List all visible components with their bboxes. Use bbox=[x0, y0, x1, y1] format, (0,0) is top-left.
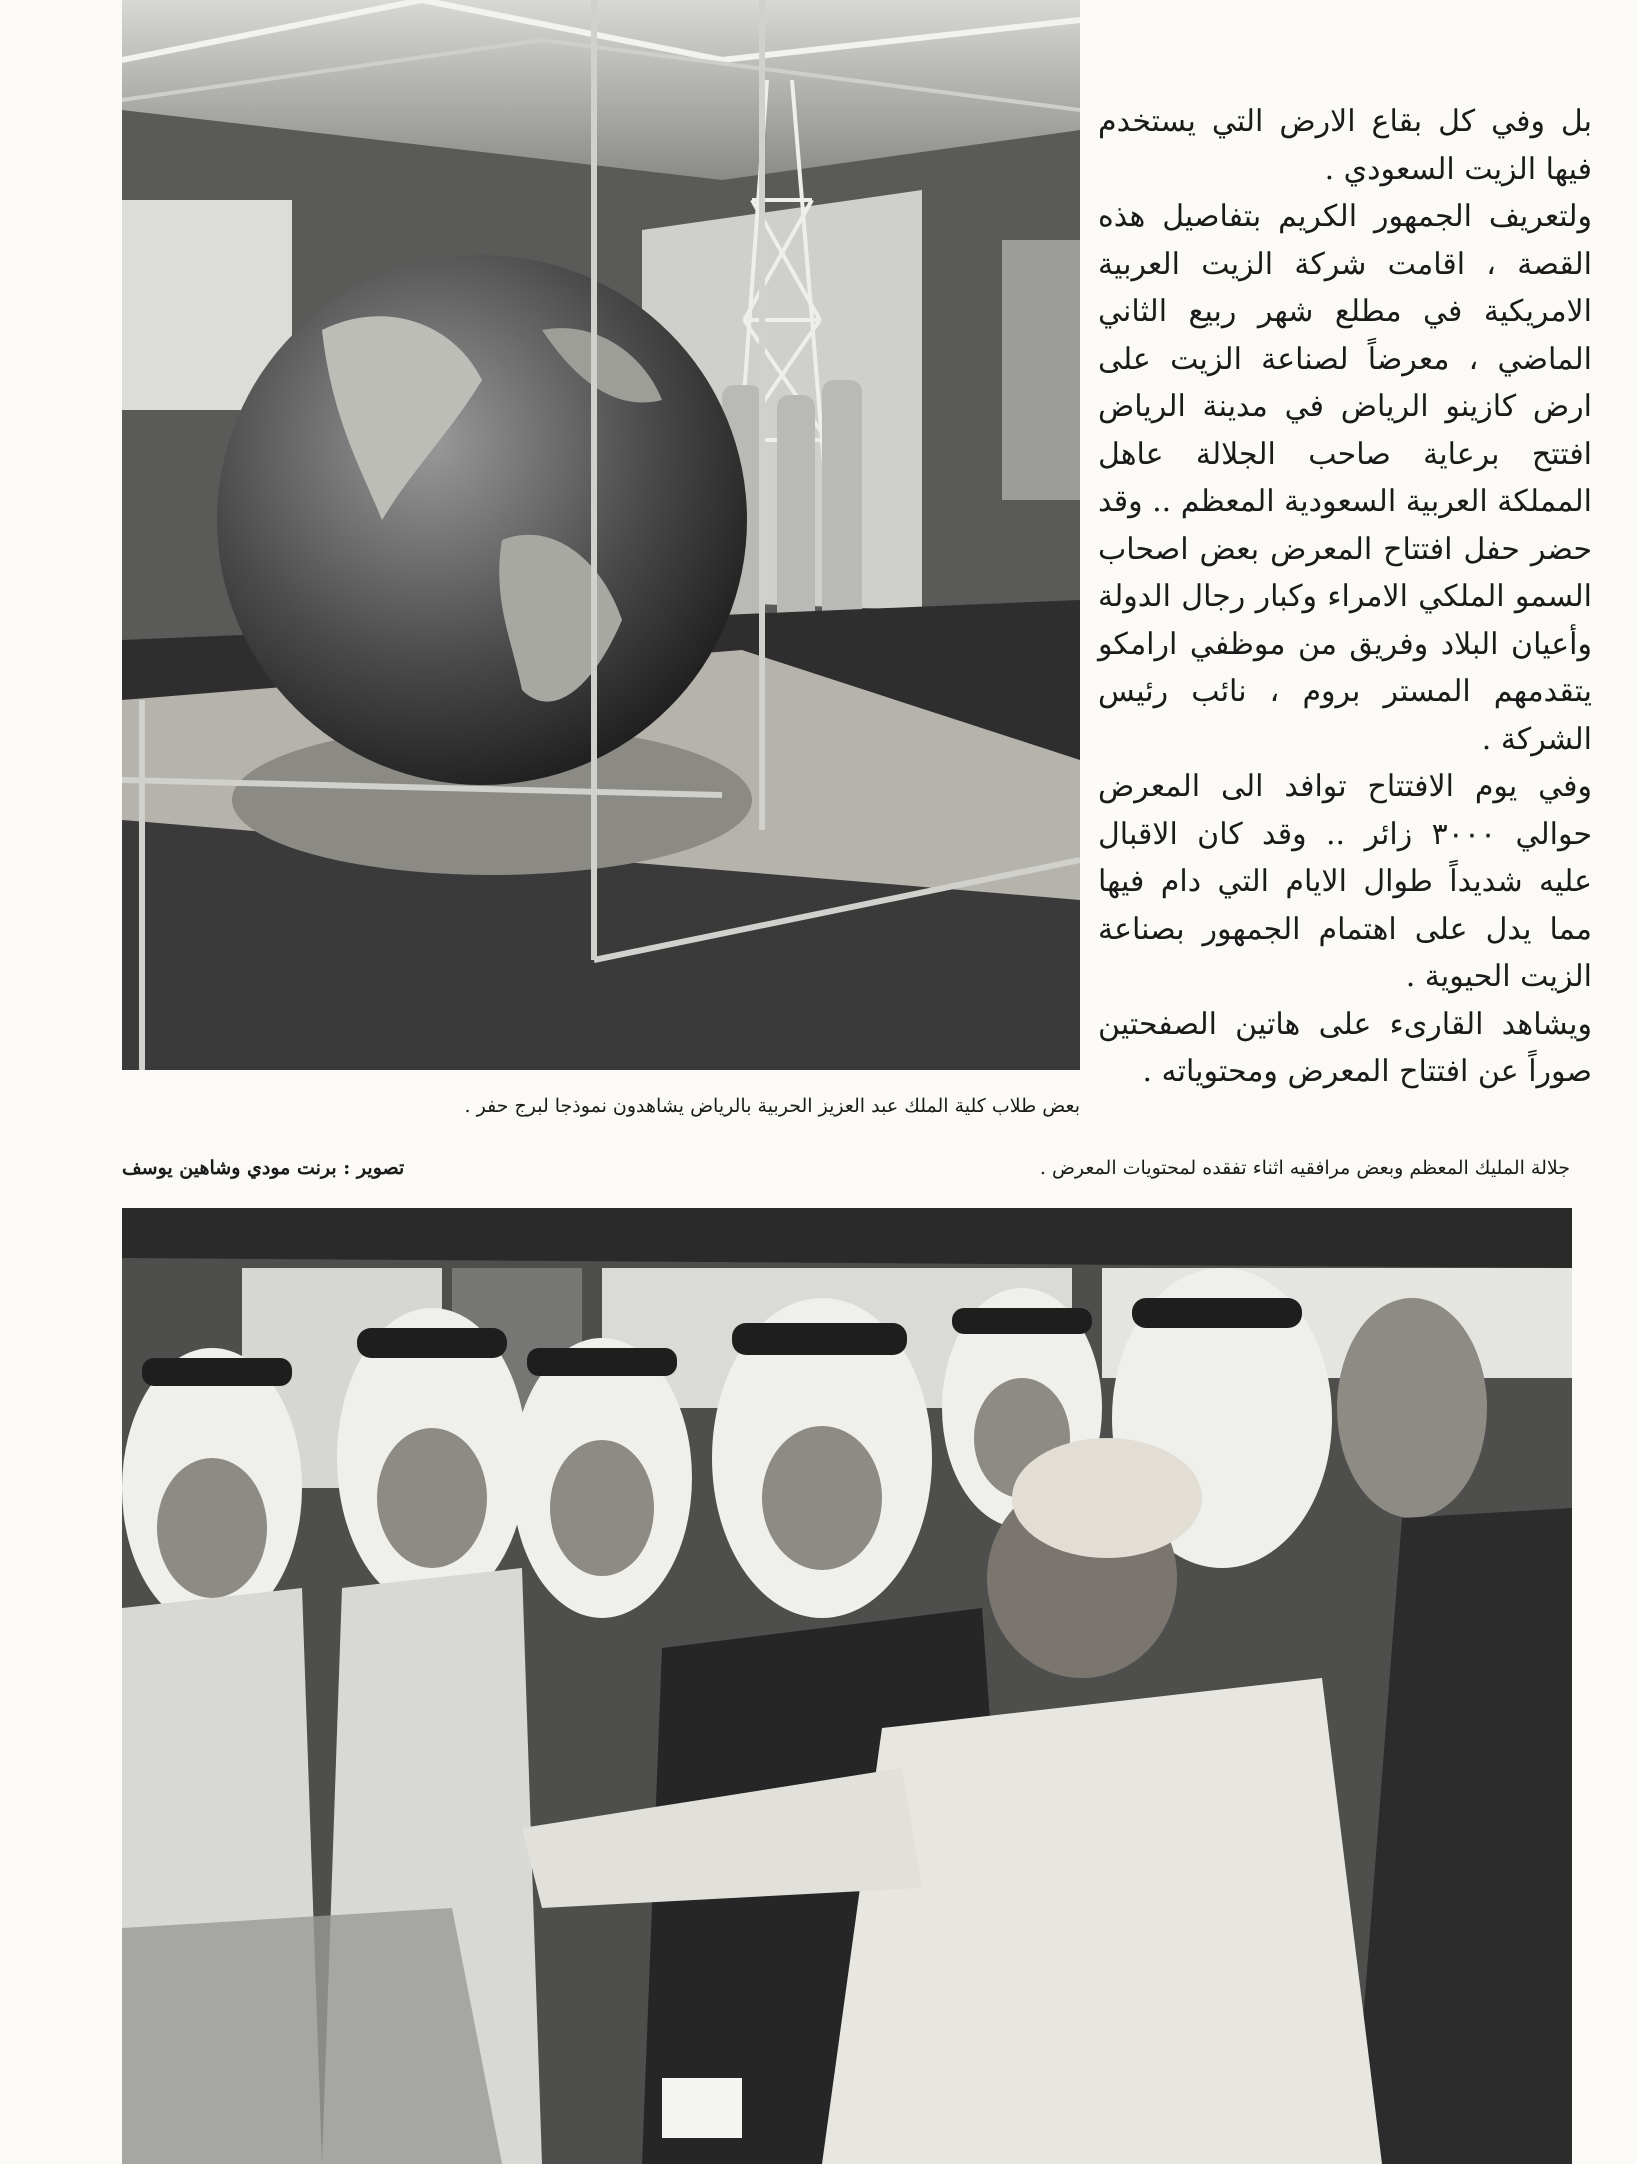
top-photo-caption: بعض طلاب كلية الملك عبد العزيز الحربية بالرياض يشاهدون نموذجا لبرج حفر . bbox=[464, 1095, 1080, 1117]
king-visit-photo bbox=[122, 1208, 1572, 2164]
article-paragraph: وفي يوم الافتتاح توافد الى المعرض حوالي ٣٠٠٠ زائر .. وقد كان الاقبال عليه شديداً طوال الايام التي دام فيها مما يدل على اهتمام الجمهور بصناعة الزيت الحيوية . bbox=[1098, 769, 1592, 994]
exhibition-globe-photo bbox=[122, 0, 1080, 1070]
article-paragraph: ويشاهد القارىء على هاتين الصفحتين صوراً عن افتتاح المعرض ومحتوياته . bbox=[1098, 1006, 1592, 1089]
article-paragraph: ولتعريف الجمهور الكريم بتفاصيل هذه القصة ، اقامت شركة الزيت العربية الامريكية في مطلع شهر ربيع الثاني الماضي ، معرضاً لصناعة الزيت على ارض كازينو الرياض في مدينة الرياض افتتح برعاية صاحب الجلالة عاهل المملكة العربية السعودية المعظم .. وقد حضر حفل افتتاح المعرض بعض اصحاب السمو الملكي الامراء وكبار رجال الدولة وأعيان البلاد وفريق من موظفي ارامكو يتقدمهم المستر بروم ، نائب رئيس الشركة . bbox=[1098, 199, 1592, 757]
bottom-photo-caption: جلالة المليك المعظم وبعض مرافقيه اثناء تفقده لمحتويات المعرض . bbox=[1039, 1157, 1570, 1179]
article-paragraph: بل وفي كل بقاع الارض التي يستخدم فيها الزيت السعودي . bbox=[1098, 104, 1592, 187]
article-body bbox=[1098, 98, 1592, 1096]
photo-credit: تصوير : برنت مودي وشاهين يوسف bbox=[122, 1157, 405, 1179]
